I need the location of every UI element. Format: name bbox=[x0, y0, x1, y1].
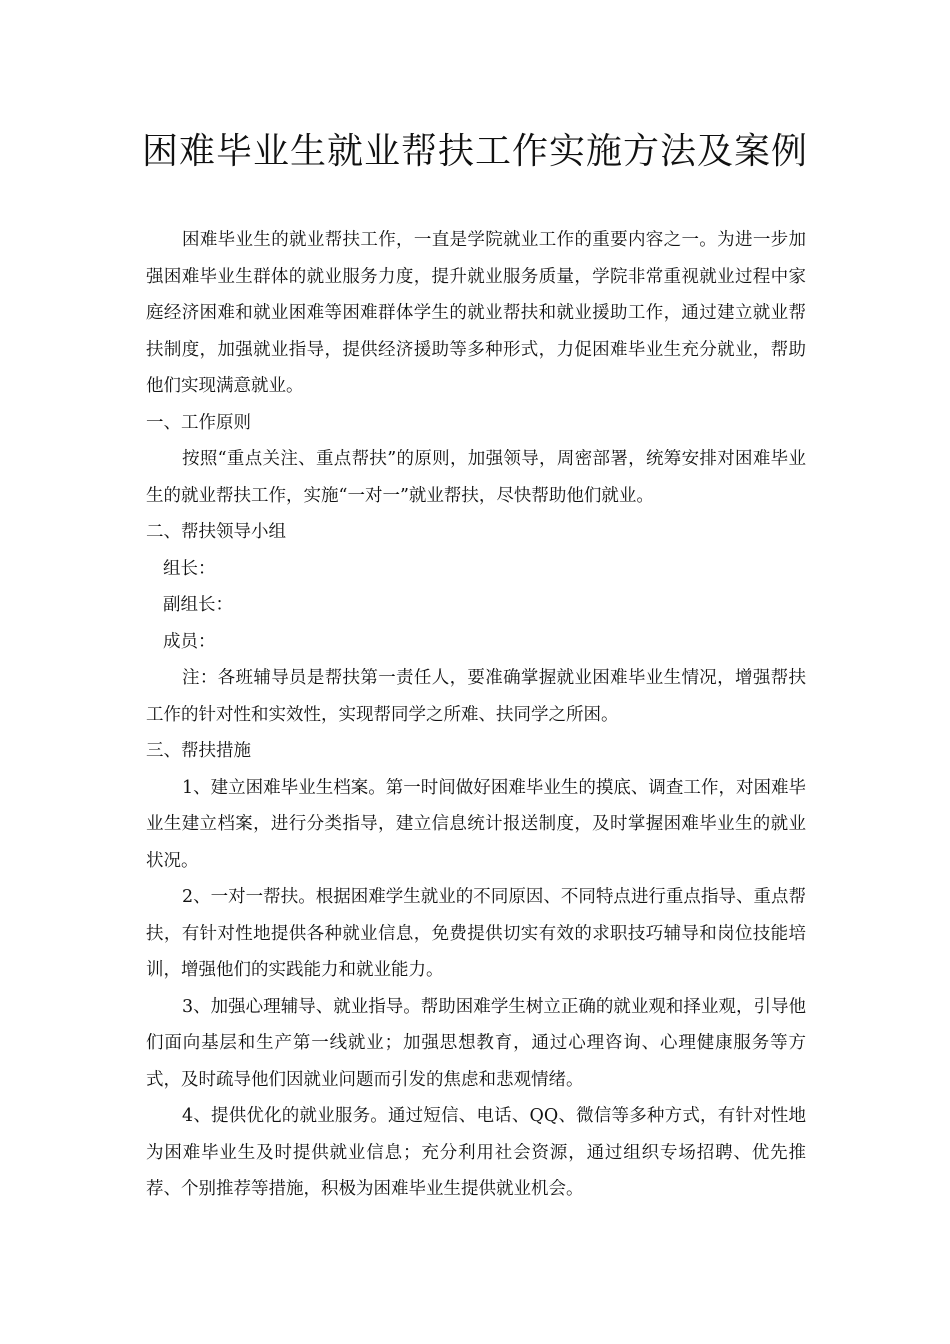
leader-line: 组长： bbox=[163, 558, 216, 579]
note-paragraph: 注：各班辅导员是帮扶第一责任人，要准确掌握就业困难毕业生情况，增强帮扶工作的针对性和实效性，实现帮同学之所难、扶同学之所困。 bbox=[146, 668, 806, 725]
section-heading-measures: 三、帮扶措施 bbox=[146, 741, 251, 761]
deputy-leader-line: 副组长： bbox=[163, 595, 233, 615]
document-title: 困难毕业生就业帮扶工作实施方法及案例 bbox=[141, 131, 808, 172]
document-body bbox=[146, 222, 806, 1208]
measure-item-1: 1、建立困难毕业生档案。第一时间做好困难毕业生的摸底、调查工作，对困难毕业生建立档案，进行分类指导，建立信息统计报送制度，及时掌握困难毕业生的就业状况。 bbox=[146, 777, 806, 871]
members-line: 成员： bbox=[163, 631, 216, 652]
intro-paragraph: 困难毕业生的就业帮扶工作，一直是学院就业工作的重要内容之一。为进一步加强困难毕业生群体的就业服务力度，提升就业服务质量，学院非常重视就业过程中家庭经济困难和就业困难等困难群体学生的就业帮扶和就业援助工作，通过建立就业帮扶制度，加强就业指导，提供经济援助等多种形式，力促困难毕业生充分就业，帮助他们实现满意就业。 bbox=[146, 230, 806, 396]
measure-item-2: 2、一对一帮扶。根据困难学生就业的不同原因、不同特点进行重点指导、重点帮扶，有针对性地提供各种就业信息，免费提供切实有效的求职技巧辅导和岗位技能培训，增强他们的实践能力和就业能力。 bbox=[146, 887, 806, 980]
measure-item-4: 4、提供优化的就业服务。通过短信、电话、QQ、微信等多种方式，有针对性地为困难毕业生及时提供就业信息；充分利用社会资源，通过组织专场招聘、优先推荐、个别推荐等措施，积极为困难毕业生提供就业机会。 bbox=[146, 1106, 806, 1199]
principles-paragraph: 按照“重点关注、重点帮扶”的原则，加强领导，周密部署，统筹安排对困难毕业生的就业帮扶工作，实施“一对一”就业帮扶，尽快帮助他们就业。 bbox=[146, 449, 806, 506]
section-heading-leadership: 二、帮扶领导小组 bbox=[146, 522, 286, 542]
section-heading-principles: 一、工作原则 bbox=[146, 412, 251, 433]
measure-item-3: 3、加强心理辅导、就业指导。帮助困难学生树立正确的就业观和择业观，引导他们面向基层和生产第一线就业；加强思想教育，通过心理咨询、心理健康服务等方式，及时疏导他们因就业问题而引发的焦虑和悲观情绪。 bbox=[146, 996, 806, 1090]
